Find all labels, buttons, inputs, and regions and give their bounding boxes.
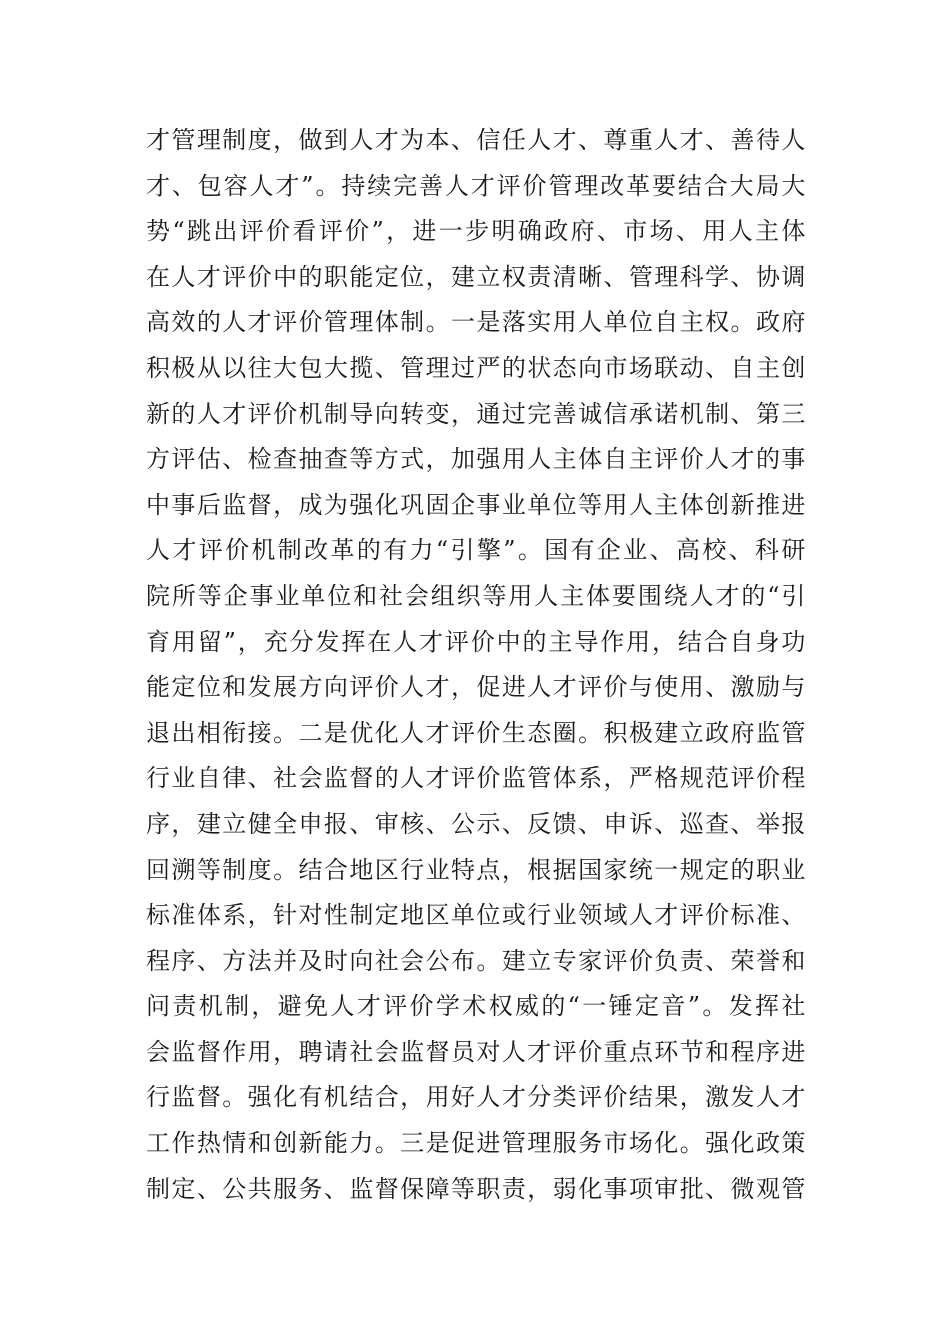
text-line: 会监督作用，聘请社会监督员对人才评价重点环节和程序进 (146, 1037, 806, 1066)
text-line: 行业自律、社会监督的人才评价监管体系，严格规范评价程 (146, 764, 806, 793)
text-line: 制定、公共服务、监督保障等职责，弱化事项审批、微观管 (146, 1174, 806, 1203)
text-line: 高效的人才评价管理体制。一是落实用人单位自主权。政府 (146, 308, 806, 337)
text-line: 才管理制度，做到人才为本、信任人才、尊重人才、善待人 (146, 126, 806, 154)
text-line: 院所等企事业单位和社会组织等用人主体要围绕人才的“引 (146, 581, 806, 610)
text-line: 标准体系，针对性制定地区单位或行业领域人才评价标准、 (146, 901, 806, 930)
text-line: 人才评价机制改革的有力“引擎”。国有企业、高校、科研 (146, 536, 806, 565)
text-line: 序，建立健全申报、审核、公示、反馈、申诉、巡查、举报 (146, 809, 806, 838)
text-line: 中事后监督，成为强化巩固企事业单位等用人主体创新推进 (146, 490, 806, 519)
text-line: 在人才评价中的职能定位，建立权责清晰、管理科学、协调 (146, 262, 806, 291)
text-line: 问责机制，避免人才评价学术权威的“一锤定音”。发挥社 (146, 992, 806, 1021)
body-paragraph (146, 118, 806, 1212)
text-line: 势“跳出评价看评价”，进一步明确政府、市场、用人主体 (146, 217, 806, 246)
text-line: 才、包容人才”。持续完善人才评价管理改革要结合大局大 (146, 171, 806, 200)
text-line: 新的人才评价机制导向转变，通过完善诚信承诺机制、第三 (146, 399, 806, 428)
text-line: 积极从以往大包大揽、管理过严的状态向市场联动、自主创 (146, 353, 806, 382)
text-line: 行监督。强化有机结合，用好人才分类评价结果，激发人才 (146, 1083, 806, 1112)
text-line: 育用留”，充分发挥在人才评价中的主导作用，结合自身功 (146, 627, 806, 656)
text-line: 程序、方法并及时向社会公布。建立专家评价负责、荣誉和 (146, 946, 806, 975)
text-line: 退出相衔接。二是优化人才评价生态圈。积极建立政府监管 (146, 718, 806, 747)
text-line: 工作热情和创新能力。三是促进管理服务市场化。强化政策 (146, 1129, 806, 1158)
text-line: 方评估、检查抽查等方式，加强用人主体自主评价人才的事 (146, 445, 806, 474)
text-line: 回溯等制度。结合地区行业特点，根据国家统一规定的职业 (146, 855, 806, 884)
text-line: 能定位和发展方向评价人才，促进人才评价与使用、激励与 (146, 673, 806, 702)
